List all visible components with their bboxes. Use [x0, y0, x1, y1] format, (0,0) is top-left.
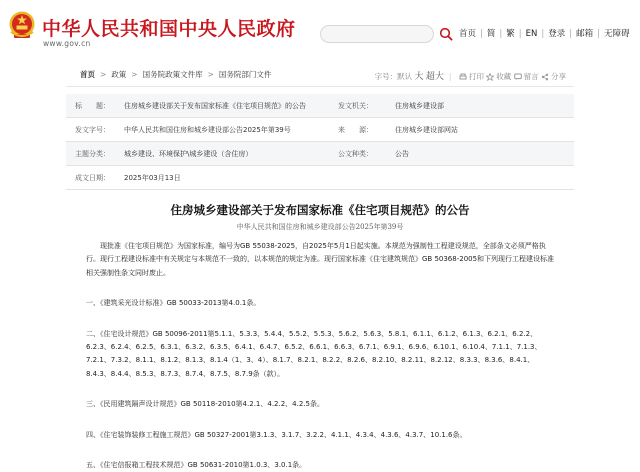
- meta-value: 住房城乡建设部网站: [386, 118, 574, 142]
- favorite-button[interactable]: [486, 72, 511, 81]
- breadcrumb-bar: [66, 66, 574, 87]
- breadcrumb-department-docs[interactable]: 国务院部门文件: [218, 70, 272, 79]
- breadcrumb-separator: >: [207, 70, 214, 79]
- meta-value: 住房城乡建设部关于发布国家标准《住宅项目规范》的公告: [115, 94, 329, 118]
- table-row: [66, 118, 574, 142]
- article-body: [86, 240, 556, 472]
- national-emblem-icon[interactable]: [8, 10, 36, 40]
- article-tools: [375, 69, 566, 82]
- search-icon[interactable]: [438, 26, 454, 42]
- meta-value: 2025年03月13日: [115, 166, 329, 190]
- print-button[interactable]: [459, 72, 484, 81]
- meta-label: 发文字号：: [66, 118, 115, 142]
- tools-separator: |: [448, 72, 452, 81]
- article-list-item: 一、《建筑采光设计标准》GB 50033-2013第4.0.1条。: [86, 299, 261, 308]
- share-label: 分享: [551, 72, 566, 81]
- article-title: 住房城乡建设部关于发布国家标准《住宅项目规范》的公告: [170, 203, 470, 217]
- meta-label: 发文机关：: [329, 94, 386, 118]
- print-label: 打印: [468, 72, 484, 81]
- table-row: [66, 142, 574, 166]
- meta-label: [329, 166, 386, 190]
- nav-mail[interactable]: 邮箱: [576, 29, 594, 39]
- nav-simplified[interactable]: 简: [486, 29, 496, 39]
- site-url: www.gov.cn: [43, 39, 91, 48]
- table-row: [66, 94, 574, 118]
- font-size-xlarge[interactable]: 超大: [425, 72, 444, 82]
- breadcrumb-policy[interactable]: 政策: [111, 70, 127, 79]
- nav-login[interactable]: 登录: [548, 29, 566, 39]
- meta-label: 主题分类：: [66, 142, 115, 166]
- message-button[interactable]: [514, 72, 539, 81]
- meta-label: 公文种类：: [329, 142, 386, 166]
- table-row: [66, 166, 574, 190]
- favorite-label: 收藏: [496, 72, 512, 81]
- print-icon: [459, 73, 467, 81]
- top-nav: [459, 27, 630, 39]
- meta-value: 城乡建设、环境保护\城乡建设（含住房）: [115, 142, 329, 166]
- breadcrumb-separator: >: [100, 70, 107, 79]
- article-paragraph: 现批准《住宅项目规范》为国家标准，编号为GB 55038-2025，自2025年5月1日起实施。本规范为强制性工程建设规范，全部条文必须严格执行。现行工程建设标准中有关规定与本规范不一致的，以本规范的规定为准。现行国家标准《住宅建筑规范》GB 50368-2005和下列现行工程建设标准相关强制性条文同时废止。: [86, 242, 555, 277]
- search-input[interactable]: [320, 25, 434, 43]
- document-metadata-table: [66, 94, 574, 190]
- site-header: [0, 0, 640, 58]
- share-icon: [541, 73, 549, 81]
- breadcrumb: [80, 69, 271, 80]
- nav-separator: |: [499, 29, 503, 39]
- message-icon: [514, 73, 522, 81]
- nav-separator: |: [541, 29, 545, 39]
- font-size-large[interactable]: 大: [414, 72, 424, 82]
- message-label: 留言: [523, 72, 539, 81]
- meta-label: 来 源：: [329, 118, 386, 142]
- nav-english[interactable]: EN: [525, 29, 538, 39]
- breadcrumb-policy-library[interactable]: 国务院政策文件库: [142, 70, 203, 79]
- font-size-default[interactable]: 默认: [397, 72, 413, 81]
- star-icon: [486, 73, 494, 81]
- nav-accessibility[interactable]: 无障碍: [604, 29, 630, 39]
- breadcrumb-separator: >: [131, 70, 138, 79]
- article-list-item: 二、《住宅设计规范》GB 50096-2011第5.1.1、5.3.3、5.4.4、5.5.2、5.5.3、5.6.2、5.6.3、5.8.1、6.1.1、6.1.2、6.1.3、6.2.1、6.2.2、6.2.3、6.2.4、6.2.5、6.3.1、6.3.2、6.3.5、6.4.1、6.4.7、6.5.2、6.6.1、6.6.3、6.7.1、6.9.1、6.9.6、6.10.1、6.10.4、7.1.1、7.1.3、7.2.1、7.3.2、8.1.1、8.1.2、8.1.3、8.1.4（1、3、4）、8.1.7、8.2.1、8.2.2、8.2.6、8.2.10、8.2.11、8.2.12、8.3.3、8.3.6、8.4.1、8.4.3、8.4.4、8.5.3、8.7.3、8.7.4、8.7.5、8.7.9条（款）。: [86, 329, 542, 378]
- meta-value: 公告: [386, 142, 574, 166]
- meta-value: 住房城乡建设部: [386, 94, 574, 118]
- meta-value: [386, 166, 574, 190]
- article-list-item: 四、《住宅装饰装修工程施工规范》GB 50327-2001第3.1.3、3.1.7、3.2.2、4.1.1、4.3.4、4.3.6、4.3.7、10.1.6条。: [86, 430, 467, 439]
- meta-label: 标 题：: [66, 94, 115, 118]
- nav-separator: |: [569, 29, 573, 39]
- meta-label: 成文日期：: [66, 166, 115, 190]
- site-name[interactable]: 中华人民共和国中央人民政府: [42, 18, 296, 40]
- nav-separator: |: [518, 29, 522, 39]
- article-list-item: 三、《民用建筑隔声设计规范》GB 50118-2010第4.2.1、4.2.2、4.2.5条。: [86, 400, 324, 409]
- article-subtitle: 中华人民共和国住房和城乡建设部公告2025年第39号: [236, 223, 404, 231]
- article-list-item: 五、《住宅信报箱工程技术规范》GB 50631-2010第1.0.3、3.0.1条。: [86, 461, 307, 470]
- font-size-label: 字号：: [374, 72, 398, 81]
- nav-separator: |: [597, 29, 601, 39]
- share-button[interactable]: [541, 72, 566, 81]
- nav-home[interactable]: 首页: [459, 29, 477, 39]
- nav-separator: |: [480, 29, 483, 39]
- breadcrumb-home[interactable]: 首页: [80, 70, 95, 79]
- meta-value: 中华人民共和国住房和城乡建设部公告2025年第39号: [115, 118, 329, 142]
- nav-traditional[interactable]: 繁: [506, 29, 515, 39]
